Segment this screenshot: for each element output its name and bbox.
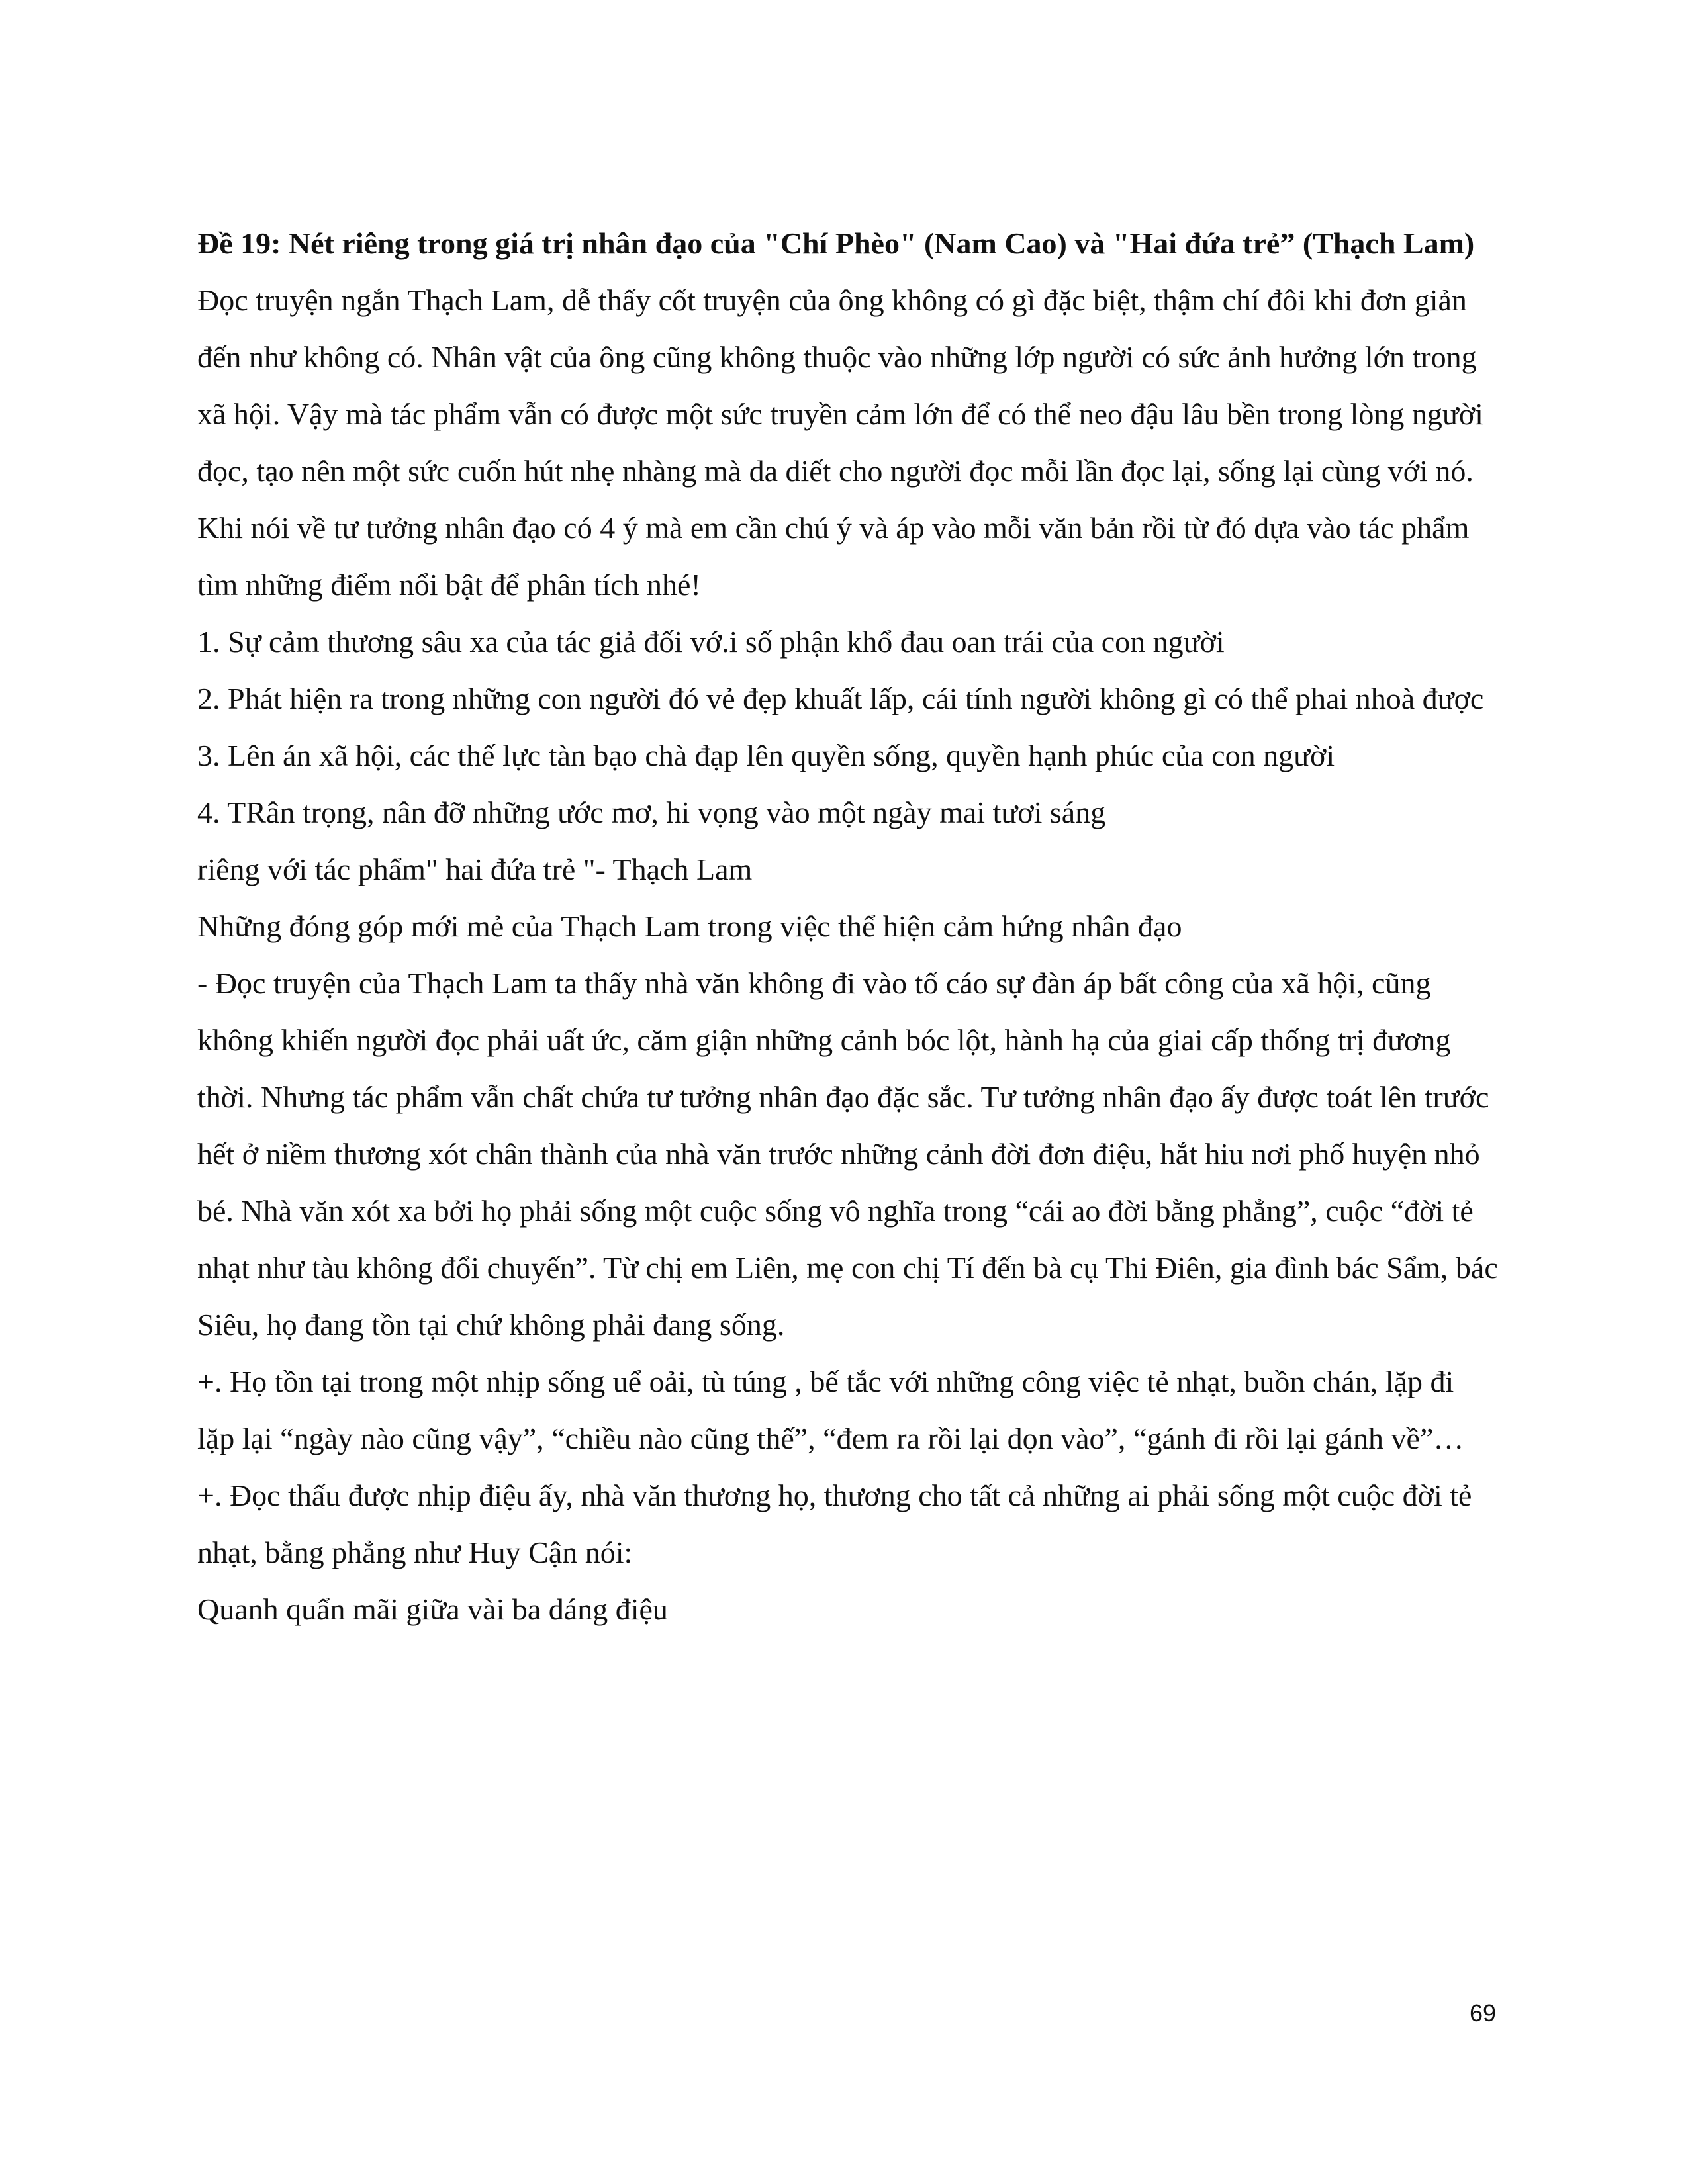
poem-line: Quanh quẩn mãi giữa vài ba dáng điệu: [197, 1592, 668, 1626]
page-number: 69: [1469, 1999, 1496, 2026]
paragraph-point-rhythm: +. Họ tồn tại trong một nhịp sống uể oải, tù túng , bế tắc với những công việc tẻ nhạt, buồn chán, lặp đi lặp lại “ngày nào cũng vậy”, “chiều nào cũng thế”, “đem ra rồi lại dọn vào”, “gánh đi rồi lại gánh về”…: [197, 1365, 1464, 1455]
list-item-1: 1. Sự cảm thương sâu xa của tác giả đối vớ.i số phận khổ đau oan trái của con người: [197, 625, 1225, 659]
document-body: [197, 215, 1498, 1638]
paragraph-guidance: Khi nói về tư tưởng nhân đạo có 4 ý mà em cần chú ý và áp vào mỗi văn bản rồi từ đó dựa vào tác phẩm tìm những điểm nổi bật để phân tích nhé!: [197, 511, 1470, 602]
paragraph-work-heading: riêng với tác phẩm" hai đứa trẻ "- Thạch Lam: [197, 852, 753, 886]
list-item-2: 2. Phát hiện ra trong những con người đó vẻ đẹp khuất lấp, cái tính người không gì có thể phai nhoà được: [197, 682, 1484, 715]
list-item-4: 4. TRân trọng, nân đỡ những ước mơ, hi vọng vào một ngày mai tươi sáng: [197, 796, 1106, 829]
paragraph-contributions-heading: Những đóng góp mới mẻ của Thạch Lam trong việc thể hiện cảm hứng nhân đạo: [197, 909, 1182, 943]
list-item-3: 3. Lên án xã hội, các thế lực tàn bạo chà đạp lên quyền sống, quyền hạnh phúc của con người: [197, 739, 1335, 772]
paragraph-analysis: - Đọc truyện của Thạch Lam ta thấy nhà văn không đi vào tố cáo sự đàn áp bất công của xã hội, cũng không khiến người đọc phải uất ức, căm giận những cảnh bóc lột, hành hạ của giai cấp thống trị đương thời. Nhưng tác phẩm vẫn chất chứa tư tưởng nhân đạo đặc sắc. Tư tưởng nhân đạo ấy được toát lên trước hết ở niềm thương xót chân thành của nhà văn trước những cảnh đời đơn điệu, hắt hiu nơi phố huyện nhỏ bé. Nhà văn xót xa bởi họ phải sống một cuộc sống vô nghĩa trong “cái ao đời bằng phẳng”, cuộc “đời tẻ nhạt như tàu không đổi chuyến”. Từ chị em Liên, mẹ con chị Tí đến bà cụ Thi Điên, gia đình bác Sẩm, bác Siêu, họ đang tồn tại chứ không phải đang sống.: [197, 966, 1498, 1342]
paragraph-point-empathy: +. Đọc thấu được nhịp điệu ấy, nhà văn thương họ, thương cho tất cả những ai phải sống một cuộc đời tẻ nhạt, bằng phẳng như Huy Cận nói:: [197, 1479, 1472, 1569]
essay-title: Đề 19: Nét riêng trong giá trị nhân đạo của "Chí Phèo" (Nam Cao) và "Hai đứa trẻ” (Thạch Lam): [197, 226, 1475, 260]
paragraph-intro: Đọc truyện ngắn Thạch Lam, dễ thấy cốt truyện của ông không có gì đặc biệt, thậm chí đôi khi đơn giản đến như không có. Nhân vật của ông cũng không thuộc vào những lớp người có sức ảnh hưởng lớn trong xã hội. Vậy mà tác phẩm vẫn có được một sức truyền cảm lớn để có thể neo đậu lâu bền trong lòng người đọc, tạo nên một sức cuốn hút nhẹ nhàng mà da diết cho người đọc mỗi lần đọc lại, sống lại cùng với nó.: [197, 283, 1483, 488]
